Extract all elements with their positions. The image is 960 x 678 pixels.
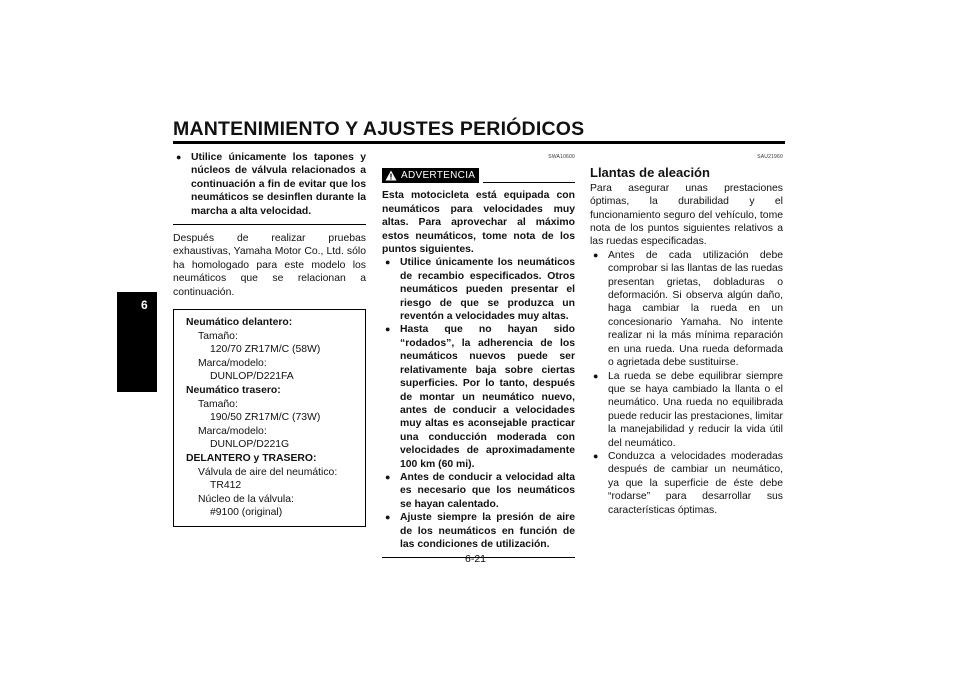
- warning-intro: Esta motocicleta está equipada con neumáticos para velocidades muy altas. Para aprovechar al máximo estos neumáticos, tome nota de los puntos siguientes.: [382, 190, 575, 256]
- front-brand-value: DUNLOP/D221FA: [210, 371, 294, 383]
- warning-badge: [382, 168, 479, 183]
- warning-code: SWA10600: [548, 154, 575, 160]
- warning-header: [382, 168, 575, 183]
- column-middle: [382, 151, 575, 558]
- warning-bullet-4: ● Ajuste siempre la presión de aire de los neumáticos en función de las condiciones de utilización.: [382, 511, 575, 551]
- wheel-bullet-1: ● Antes de cada utilización debe comprobar si las llantas de las ruedas presentan grietas, dobladuras o deformación. Si observa algún daño, haga cambiar la rueda en un concesionario Yamaha. No intente realizar ni la más mínima reparación en una rueda. Una rueda deformada o agrietada debe sustituirse.: [590, 249, 783, 370]
- valve-label: Válvula de aire del neumático:: [198, 466, 338, 478]
- both-tires-heading: DELANTERO y TRASERO:: [186, 453, 317, 464]
- warning-bullet: ● Utilice únicamente los tapones y núcleos de válvula relacionados a continuación a fin de evitar que los neumáticos se desinflen durante la marcha a alta velocidad.: [173, 151, 366, 218]
- rear-brand-label: Marca/modelo:: [198, 425, 267, 437]
- homologation-paragraph: Después de realizar pruebas exhaustivas, Yamaha Motor Co., Ltd. sólo ha homologado para este modelo los neumáticos que se relacionan a continuación.: [173, 233, 366, 298]
- warning-bullet-2: ● Hasta que no hayan sido “rodados”, la adherencia de los neumáticos nuevos puede ser relativamente baja sobre ciertas superficies. Por lo tanto, después de montar un neumático nuevo, antes de conducir a velocidades muy altas es aconsejable practicar una conducción moderada con velocidades de aproximadamente 100 km (60 mi).: [382, 323, 575, 470]
- section-heading: Llantas de aleación: [590, 165, 710, 181]
- valve-core-label: Núcleo de la válvula:: [198, 493, 294, 505]
- front-tire-heading: Neumático delantero:: [186, 317, 293, 329]
- warning-bullet-1: ● Utilice únicamente los neumáticos de recambio especificados. Otros neumáticos pueden presentar el riesgo de que se produzca un reventón a velocidades muy altas.: [382, 256, 575, 323]
- warning-badge-label: ADVERTENCIA: [401, 170, 476, 182]
- chapter-tab: [117, 292, 157, 392]
- column-left: [173, 151, 366, 527]
- section-code: SAU21960: [757, 154, 783, 160]
- front-brand-label: Marca/modelo:: [198, 357, 267, 369]
- rear-brand-value: DUNLOP/D221G: [210, 439, 290, 451]
- warning-header-rule: [483, 182, 575, 183]
- wheel-bullet-2: ● La rueda se debe equilibrar siempre que se haya cambiado la llanta o el neumático. Una rueda no equilibrada puede reducir las prestaciones, limitar la manejabilidad y reducir la vida útil del neumático.: [590, 370, 783, 450]
- front-size-value: 120/70 ZR17M/C (58W): [210, 344, 321, 356]
- rear-size-value: 190/50 ZR17M/C (73W): [210, 412, 321, 424]
- column-right: [590, 151, 783, 517]
- chapter-tab-number: 6: [141, 298, 148, 312]
- valve-value: TR412: [210, 480, 242, 492]
- wheel-bullet-3: ● Conduzca a velocidades moderadas después de cambiar un neumático, ya que la superficie de éste debe “rodarse” para desarrollar sus características óptimas.: [590, 450, 783, 517]
- rear-tire-heading: Neumático trasero:: [186, 385, 281, 397]
- section-intro: Para asegurar unas prestaciones óptimas, la durabilidad y el funcionamiento seguro del vehículo, tome nota de los puntos siguientes relativos a las ruedas especificadas.: [590, 182, 783, 248]
- warning-bullet-3: ● Antes de conducir a velocidad alta es necesario que los neumáticos se hayan calentado.: [382, 471, 575, 511]
- tire-spec-box: [173, 309, 366, 527]
- rear-size-label: Tamaño:: [198, 398, 238, 410]
- front-size-label: Tamaño:: [198, 330, 238, 342]
- valve-core-value: #9100 (original): [210, 507, 283, 519]
- page-number: 6-21: [465, 553, 487, 565]
- warning-triangle-icon: [385, 170, 397, 181]
- divider: [173, 224, 366, 225]
- page-title: MANTENIMIENTO Y AJUSTES PERIÓDICOS: [173, 118, 585, 140]
- title-rule: [173, 141, 785, 144]
